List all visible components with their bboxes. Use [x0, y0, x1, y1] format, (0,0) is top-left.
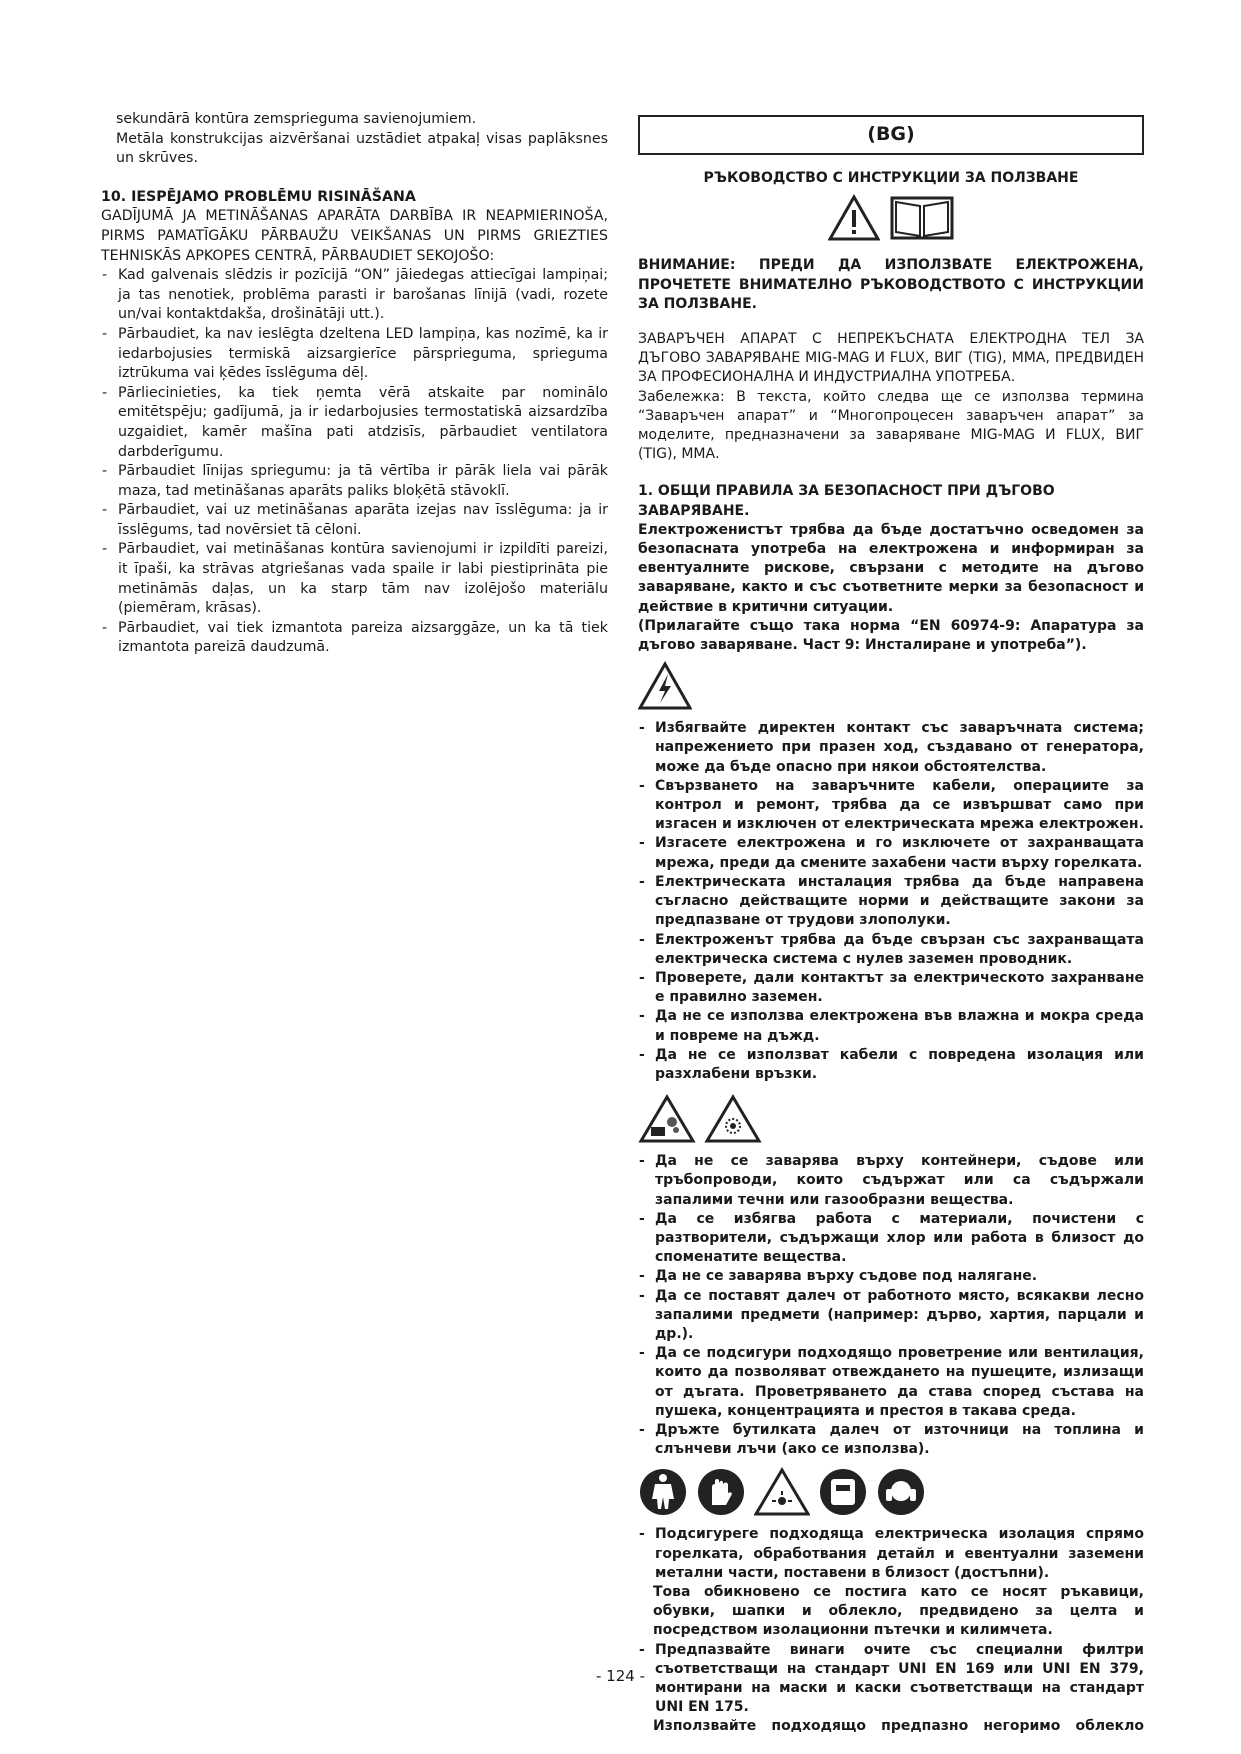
electric-item: - Да не се използва електрожена във влажна и мокра среда и повреме на дъжд.	[638, 1007, 1144, 1045]
gloves-icon	[696, 1467, 746, 1517]
explosion-hazard-icon	[704, 1094, 762, 1144]
section-lead-lv: GADĪJUMĀ JA METINĀŠANAS APARĀTA DARBĪBA IR NEAPMIERINOŠA, PIRMS PAMATĪGĀKU PĀRBAUŽU VEIKŠANAS UN PIRMS GRIEZTIES TEHNISKĀS APKOPES CENTRĀ, PĀRBAUDIET SEKOJOŠO:	[101, 208, 608, 264]
note-text: Забележка: В текста, който следва ще се използва термина “Заваръчен апарат” и “Многопроцесен заваръчен апарат” за моделите, предназначени за заваряване MIG-MAG И FLUX, ВИГ (TIG), ММА.	[638, 388, 1144, 463]
electric-item: - Изгасете електрожена и го изключете от захранващата мрежа, преди да смените захабени части върху горелката.	[638, 834, 1144, 872]
section-title-bg: 1. ОБЩИ ПРАВИЛА ЗА БЕЗОПАСНОСТ ПРИ ДЪГОВО ЗАВАРЯВАНЕ.	[638, 483, 1055, 519]
uv-radiation-icon	[754, 1467, 810, 1517]
fire-item: - Дръжте бутилката далеч от източници на топлина и слънчеви лъчи (ако се използва).	[638, 1421, 1144, 1459]
intro-line-1: sekundārā kontūra zemsprieguma savienojumiem.	[116, 111, 477, 127]
list-item: - Pārbaudiet, vai tiek izmantota pareiza aizsarggāze, un ka tā tiek izmantota pareizā daudzumā.	[101, 619, 608, 658]
description-text: ЗАВАРЪЧЕН АПАРАТ С НЕПРЕКЪСНАТА ЕЛЕКТРОДНА ТЕЛ ЗА ДЪГОВО ЗАВАРЯВАНЕ MIG-MAG И FLUX, ВИГ (TIG), ММА, ПРЕДВИДЕН ЗА ПРОФЕСИОНАЛНА И ИНДУСТРИАЛНА УПОТРЕБА.	[638, 331, 1144, 386]
fire-item: - Да не се заварява върху съдове под налягане.	[638, 1267, 1144, 1286]
section-title-lv: 10. IESPĒJAMO PROBLĒMU RISINĀŠANA	[101, 188, 416, 205]
list-item: - Pārbaudiet, ka nav ieslēgta dzeltena LED lampiņa, kas nozīmē, ka ir iedarbojusies termiskā aizsargierīce pārsprieguma, sprieguma iztrūkuma vai ķēdes īsslēguma dēļ.	[101, 325, 608, 384]
electric-item: - Да не се използват кабели с повредена изолация или разхлабени връзки.	[638, 1046, 1144, 1084]
language-box: (BG)	[638, 115, 1144, 155]
protective-clothing-icon	[638, 1467, 688, 1517]
ppe-note: Това обикновено се постига като се носят ръкавици, обувки, шапки и облекло, предвидено за целта и посредством изолационни пътечки и килимчета.	[653, 1583, 1144, 1639]
ppe-item: - Подсигуреге подходяща електрическа изолация спрямо горелката, обработвания детайл и евентуални заземени метални части, поставени в близост (достъпни).	[638, 1525, 1144, 1583]
electric-item: - Електроженът трябва да бъде свързан със захранващата електрическа система с нулев заземен проводник.	[638, 931, 1144, 969]
list-item: - Kad galvenais slēdzis ir pozīcijā “ON” jāiedegas attiecīgai lampiņai; ja tas nenotiek, problēma parasti ir barošanas līnijā (vadi, rozete un/vai kontaktdakša, drošinātāji utt.).	[101, 266, 608, 325]
list-item: - Pārliecinieties, ka tiek ņemta vērā atskaite par nominālo emitētspēju; gadījumā, ja ir iedarbojusies termostatiskā aizsardzība uzgaidiet, kamēr mašīna pati atdzisīs, pārbaudiet ventilatora darbderīgumu.	[101, 384, 608, 462]
ppe-item: - Предпазвайте винаги очите със специални филтри съответстващи на стандарт UNI EN 169 или UNI EN 379, монтирани на маски и каски съответстващи на стандарт UNI EN 175.	[638, 1641, 1144, 1718]
warning-triangle-icon	[828, 194, 880, 242]
ear-protection-icon	[876, 1467, 926, 1517]
welding-mask-icon	[818, 1467, 868, 1517]
section-body-bg: Електроженистът трябва да бъде достатъчно осведомен за безопасната употреба на електрожена и информиран за евентуалните рискове, свързани с методите на дъгово заваряване, както и със съответните мерки за безопасност и действие в критични ситуации.	[638, 521, 1144, 615]
electric-shock-icon	[638, 661, 692, 711]
list-item: - Pārbaudiet, vai metināšanas kontūra savienojumi ir izpildīti pareizi, it īpaši, ka strāvas atgriešanas vada spaile ir labi piestiprināta pie metināmās daļas, un ka starp tām nav izolējošo materiālu (piemēram, krāsas).	[101, 540, 608, 618]
intro-line-2: Metāla konstrukcijas aizvēršanai uzstādiet atpakaļ visas paplāksnes un skrūves.	[116, 130, 608, 167]
fire-item: - Да не се заварява върху контейнери, съдове или тръбопроводи, които съдържат или са съдържали запалими течни или газообразни вещества.	[638, 1152, 1144, 1210]
electric-item: - Проверете, дали контактът за електрическото захранване е правилно заземен.	[638, 969, 1144, 1007]
warning-text: ВНИМАНИЕ: ПРЕДИ ДА ИЗПОЛЗВАТЕ ЕЛЕКТРОЖЕНА, ПРОЧЕТЕТЕ ВНИМАТЕЛНО РЪКОВОДСТВОТО С ИНСТРУКЦИИ ЗА ПОЛЗВАНЕ.	[638, 257, 1144, 312]
list-item: - Pārbaudiet līnijas spriegumu: ja tā vērtība ir pārāk liela vai pārāk maza, tad metināšanas aparāts paliks bloķētā stāvoklī.	[101, 462, 608, 501]
page-number: - 124 -	[596, 1667, 645, 1685]
fire-item: - Да се избягва работа с материали, почистени с разтворители, съдържащи хлор или работа в близост до споменатите вещества.	[638, 1210, 1144, 1268]
fire-icon-row	[638, 1094, 1144, 1144]
electric-icon-row	[638, 661, 1144, 711]
standard-note: (Прилагайте също така норма “EN 60974-9: Апаратура за дъгово заваряване. Част 9: Инсталиране и употреба”).	[638, 617, 1144, 654]
manual-book-icon	[890, 194, 954, 242]
electric-item: - Избягвайте директен контакт със заваръчната система; напрежението при празен ход, създавано от генератора, може да бъде опасно при някои обстоятелства.	[638, 719, 1144, 777]
ppe-tail: Използвайте подходящо предпазно негоримо облекло	[653, 1718, 1144, 1735]
electric-item: - Свързването на заваръчните кабели, операциите за контрол и ремонт, трябва да се извършват само при изгасен и изключен от електрическата мрежа електрожен.	[638, 777, 1144, 835]
fire-hazard-icon	[638, 1094, 696, 1144]
right-column	[638, 110, 1144, 1737]
list-item: - Pārbaudiet, vai uz metināšanas aparāta izejas nav īsslēguma: ja ir īsslēgums, tad novērsiet tā cēloni.	[101, 501, 608, 540]
manual-title: РЪКОВОДСТВО С ИНСТРУКЦИИ ЗА ПОЛЗВАНЕ	[703, 170, 1079, 186]
warning-icons	[638, 194, 1144, 248]
fire-item: - Да се подсигури подходящо проветрение или вентилация, които да позволяват отвеждането на пушеците, излизащи от дъгата. Проветряването да става според състава на пушека, концентрацията и престоя в такава среда.	[638, 1344, 1144, 1421]
ppe-icon-row	[638, 1467, 1144, 1517]
left-column	[101, 110, 608, 658]
electric-item: - Електрическата инсталация трябва да бъде направена съгласно действащите норми и действащите закони за предпазване от трудови злополуки.	[638, 873, 1144, 931]
fire-item: - Да се поставят далеч от работното място, всякакви лесно запалими предмети (например: дърво, хартия, парцали и др.).	[638, 1287, 1144, 1345]
